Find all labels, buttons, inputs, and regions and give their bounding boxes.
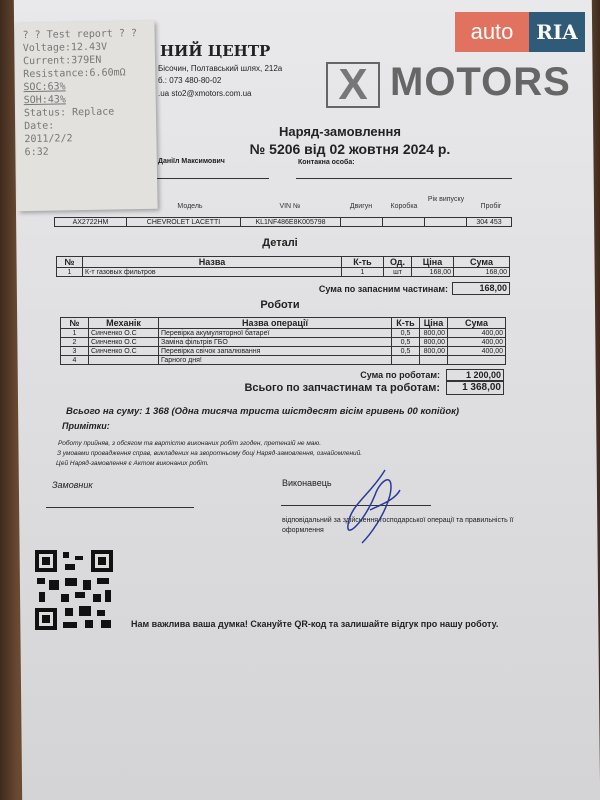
notes-label: Примітки:: [62, 421, 110, 431]
company-address: Бісочин, Полтавський шлях, 212а: [158, 64, 283, 73]
sum-in-words: Всього на суму: 1 368 (Одна тисяча триста шістдесят вісім гривень 00 копійок): [66, 406, 460, 417]
company-name: НИЙ ЦЕНТР: [160, 42, 271, 60]
col-qty: К-ть: [392, 318, 420, 329]
col-num: №: [57, 257, 83, 268]
grand-total-label: Всього по запчастинам та роботам:: [244, 382, 440, 394]
col-operation: Назва операції: [159, 318, 392, 329]
col-qty: К-ть: [342, 257, 384, 268]
table-header: [57, 257, 510, 268]
vehicle-header-year: Рік випуску: [427, 196, 465, 203]
cell: 400,00: [448, 347, 506, 356]
slip-line: ? ? Test report ? ?: [22, 28, 138, 42]
cell: 1: [57, 268, 83, 277]
col-name: Назва: [83, 257, 342, 268]
cell: 400,00: [448, 329, 506, 338]
cell: Перевірка акумуляторної батареї: [159, 329, 392, 338]
customer-label: Замовник: [52, 480, 93, 490]
col-mechanic: Механік: [89, 318, 159, 329]
col-num: №: [61, 318, 89, 329]
slip-line: Voltage:12.43V: [22, 41, 108, 55]
doc-number: № 5206 від 02 жовтня 2024 р.: [249, 141, 451, 157]
watermark-ria: RIA: [529, 12, 585, 52]
contact-label: Контакна особа:: [298, 159, 355, 166]
parts-total: 168,00: [452, 282, 510, 295]
vin: KL1NF486E8K005798: [241, 218, 341, 227]
qr-code-icon: [35, 550, 113, 630]
table-row: [55, 218, 512, 227]
cell: 400,00: [448, 338, 506, 347]
cell: шт: [384, 268, 412, 277]
cell: 800,00: [420, 338, 448, 347]
cell: 0,5: [392, 347, 420, 356]
cell: 0,5: [392, 338, 420, 347]
cell: Заміна фільтрів ГБО: [159, 338, 392, 347]
col-price: Ціна: [420, 318, 448, 329]
works-total: 1 200,00: [446, 369, 504, 381]
col-sum: Сума: [454, 257, 510, 268]
slip-line: 2011/2/2: [24, 133, 73, 146]
xmotors-logo-text: MOTORS: [390, 60, 571, 104]
vehicle-header-engine: Двигун: [349, 203, 373, 210]
table-header: [61, 318, 506, 329]
slip-line: Date:: [24, 120, 55, 133]
cell: [448, 356, 506, 365]
cell: 800,00: [420, 329, 448, 338]
executor-label: Виконавець: [282, 478, 332, 488]
table-row: [61, 338, 506, 347]
slip-line: Current:379EN: [22, 54, 102, 68]
cell: 1: [342, 268, 384, 277]
cell: 2: [61, 338, 89, 347]
slip-line: SOH:43%: [23, 94, 66, 107]
cell: К-т газовых фильтров: [83, 268, 342, 277]
note-line: Цей Наряд-замовлення є Актом виконаних робіт.: [56, 460, 209, 467]
note-line: Роботу прийняв, з обсягом та вартістю виконаних робіт згоден, претензій не маю.: [58, 440, 322, 447]
vehicle-header-model: Модель: [177, 203, 203, 210]
cell: 4: [61, 356, 89, 365]
slip-line: SOC:63%: [23, 81, 66, 94]
vehicle-header-vin: VIN №: [279, 203, 301, 210]
grand-total: 1 368,00: [446, 381, 504, 395]
cell: Синченко О.С: [89, 338, 159, 347]
slip-line: Resistance:6.60mΩ: [23, 67, 126, 81]
slip-line: Status: Replace: [23, 106, 115, 120]
engine: [341, 218, 383, 227]
cell: Синченко О.С: [89, 329, 159, 338]
cell: 0,5: [392, 329, 420, 338]
col-unit: Од.: [384, 257, 412, 268]
doc-title: Наряд-замовлення: [279, 124, 401, 139]
company-email: .ua sto2@xmotors.com.ua: [158, 89, 252, 98]
cell: 1: [61, 329, 89, 338]
works-table: [60, 317, 506, 365]
cell: [420, 356, 448, 365]
works-title: Роботи: [260, 299, 300, 311]
cell: 168,00: [454, 268, 510, 277]
battery-test-receipt: [14, 21, 157, 211]
gearbox: [383, 218, 425, 227]
slip-line: 6:32: [24, 146, 49, 159]
table-row: [57, 268, 510, 277]
watermark-auto: auto: [455, 12, 529, 52]
year: [425, 218, 467, 227]
cell: [392, 356, 420, 365]
model: CHEVROLET LACETTI: [127, 218, 241, 227]
table-row: [61, 347, 506, 356]
table-row: [61, 329, 506, 338]
mileage: 304 453: [467, 218, 512, 227]
xmotors-logo-icon: X: [326, 62, 380, 108]
vehicle-header-gearbox: Коробка: [390, 203, 418, 210]
cell: Перевірка свічок запалювання: [159, 347, 392, 356]
cell: Гарного дня!: [159, 356, 392, 365]
cell: 168,00: [412, 268, 454, 277]
vehicle-table: [54, 217, 512, 227]
cell: 800,00: [420, 347, 448, 356]
parts-table: [56, 256, 510, 277]
plate: AX2722HM: [55, 218, 127, 227]
table-row: [61, 356, 506, 365]
cell: 3: [61, 347, 89, 356]
responsible-note: відповідальний за здійснення господарської операції та правильність її оформлення: [282, 517, 514, 534]
client-name: Даніїл Максимович: [158, 158, 225, 165]
company-phone: б.: 073 480-80-02: [158, 76, 222, 85]
autoria-watermark: [455, 12, 585, 52]
feedback-message: Нам важлива ваша думка! Скануйте QR-код та залишайте відгук про нашу роботу.: [131, 619, 499, 629]
cell: [89, 356, 159, 365]
parts-total-label: Сума по запасним частинам:: [318, 284, 448, 294]
cell: Синченко О.С: [89, 347, 159, 356]
note-line: З умовами провадження справ, викладених на зворотньому боці Наряд-замовлення, ознайомлений.: [57, 450, 363, 457]
signature-icon: [340, 465, 410, 545]
col-price: Ціна: [412, 257, 454, 268]
works-total-label: Сума по роботам:: [360, 370, 440, 380]
vehicle-header-mileage: Пробіг: [480, 203, 502, 210]
col-sum: Сума: [448, 318, 506, 329]
parts-title: Деталі: [262, 237, 298, 249]
